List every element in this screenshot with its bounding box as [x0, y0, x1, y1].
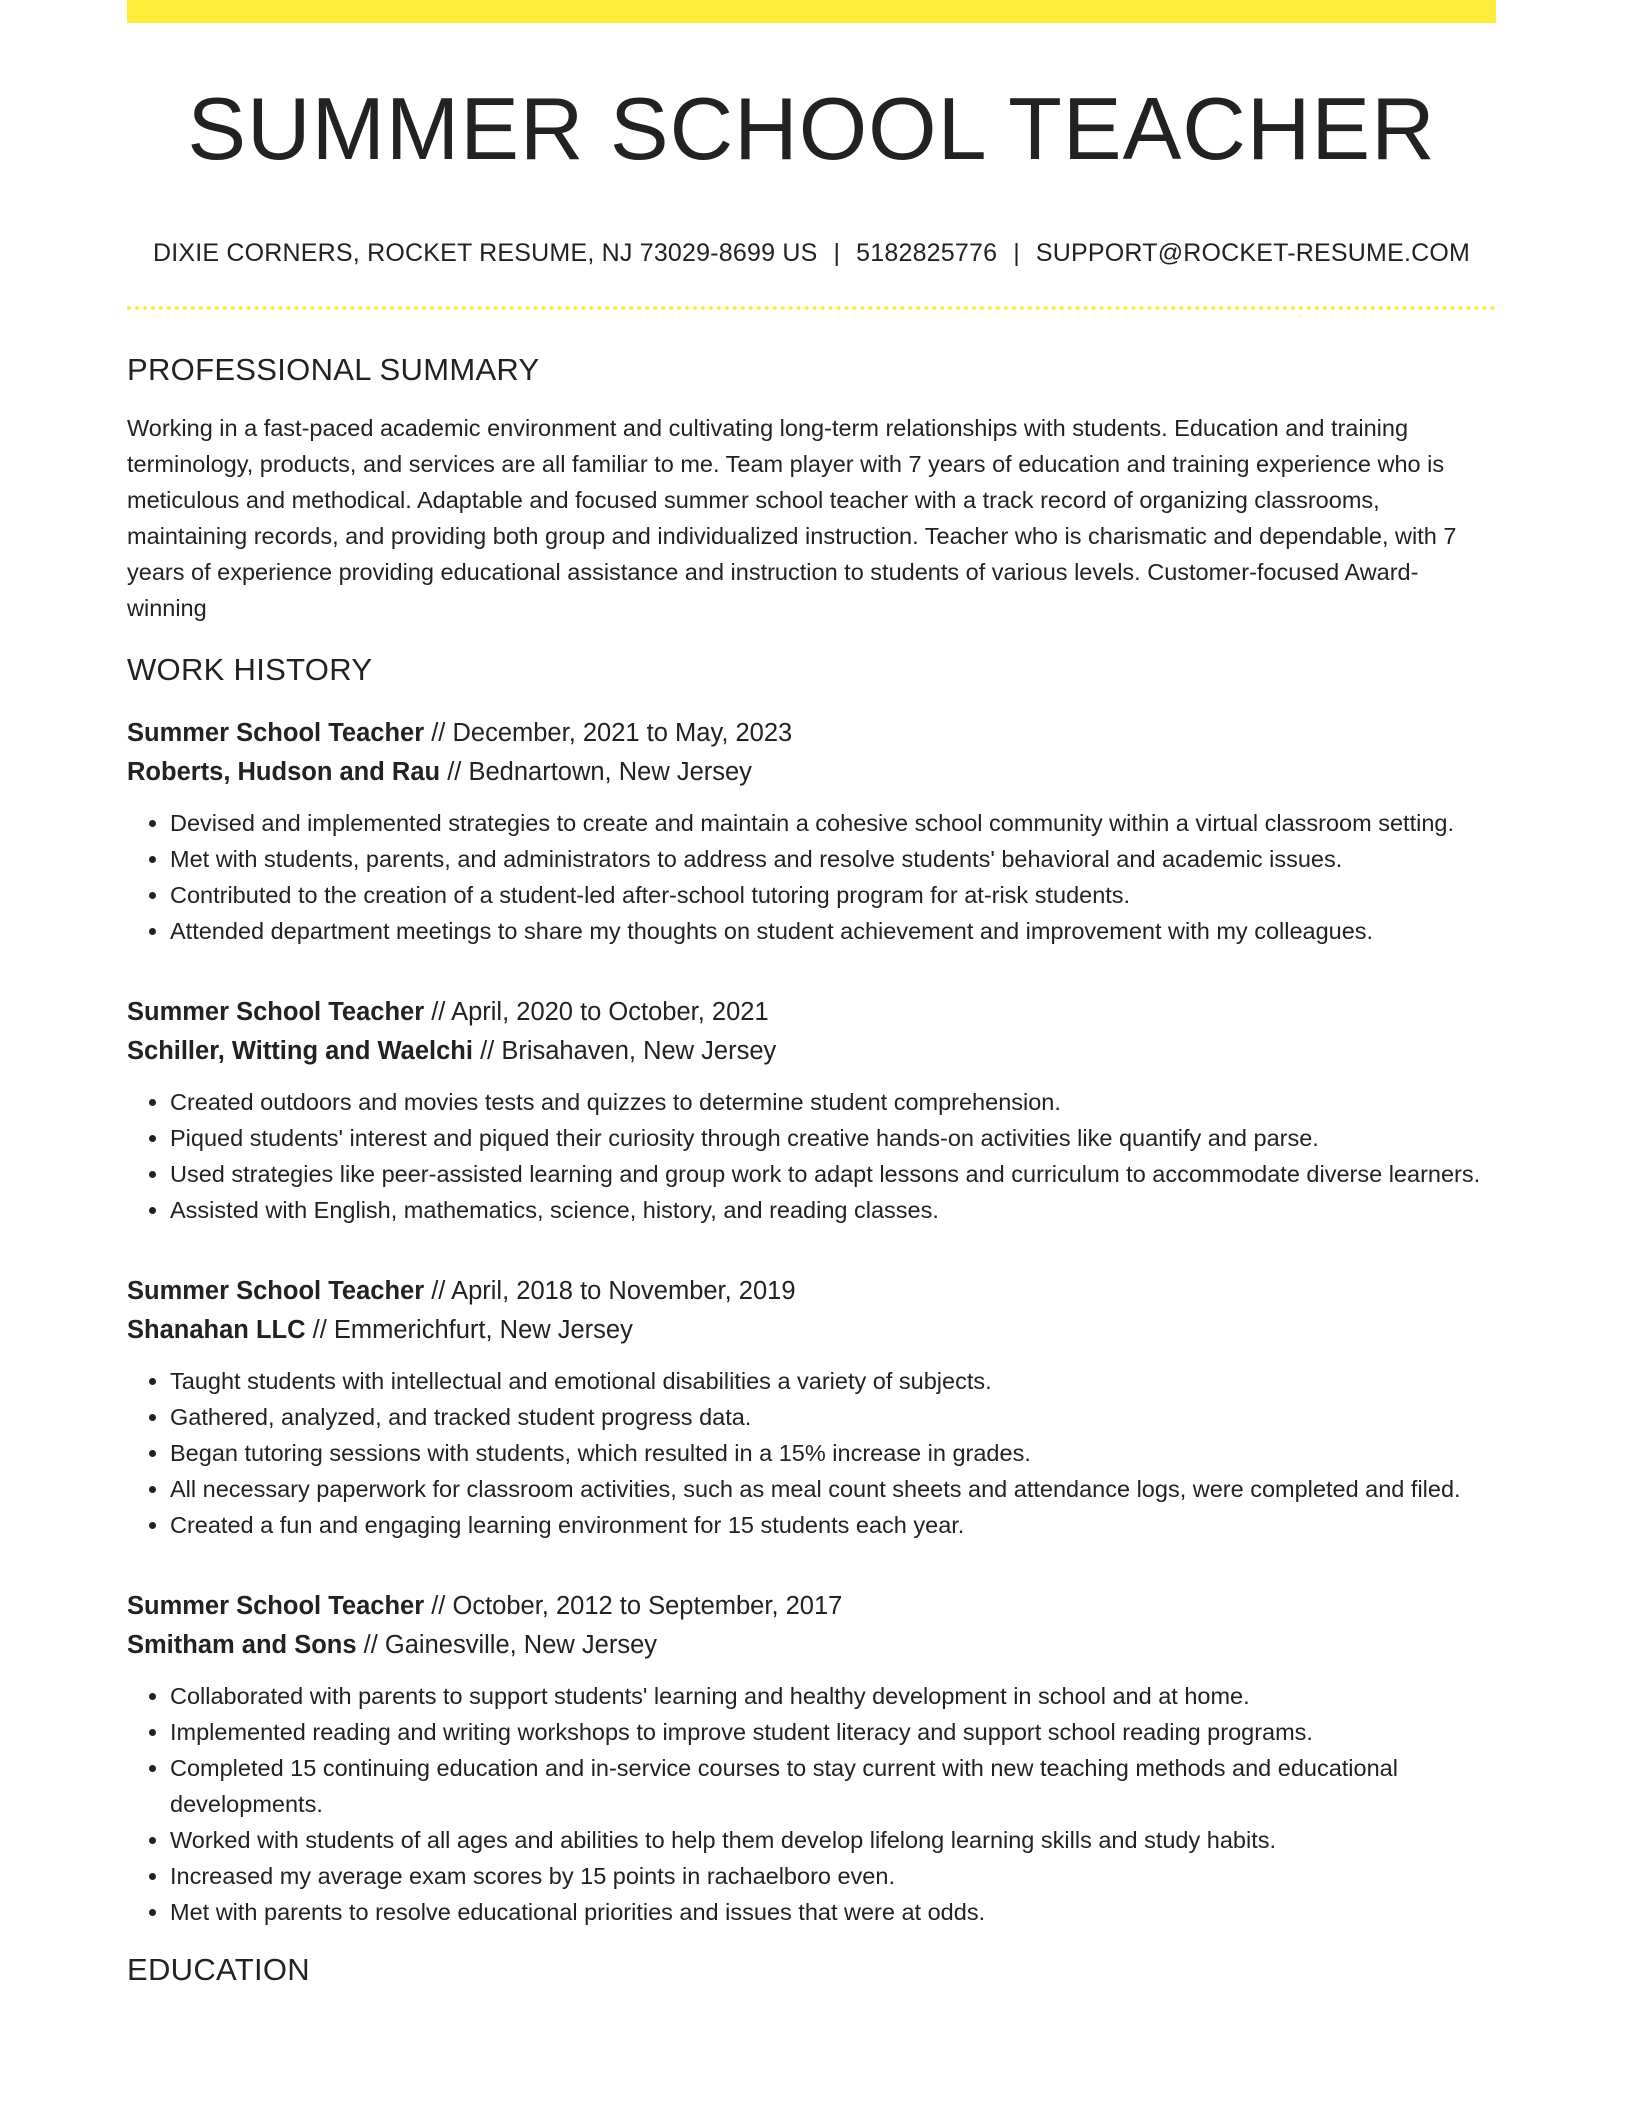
job-bullet-list — [127, 1678, 1496, 1930]
job-bullet: • Met with students, parents, and administrators to address and resolve students' behavioral and academic issues. — [170, 841, 1496, 877]
job-title: Summer School Teacher — [127, 998, 425, 1027]
accent-bar — [127, 0, 1496, 23]
job-location: Brisahaven, New Jersey — [501, 1037, 777, 1066]
job-title-line — [127, 1587, 1496, 1626]
job-bullet: • Used strategies like peer-assisted learning and group work to adapt lessons and curriculum to accommodate diverse learners. — [170, 1156, 1496, 1192]
job-bullet: • Created a fun and engaging learning environment for 15 students each year. — [170, 1507, 1496, 1543]
job-bullet-list — [127, 1363, 1496, 1543]
job-separator: // — [480, 1037, 495, 1066]
summary-text: Working in a fast-paced academic environment and cultivating long-term relationships with students. Education and training terminology, products, and services are all familiar to me. Team player with 7 years of education and training experience who is meticulous and methodical. Adaptable and focused summer school teacher with a track record of organizing classrooms, maintaining records, and providing both group and individualized instruction. Teacher who is charismatic and dependable, with 7 years of experience providing educational assistance and instruction to students of various levels. Customer-focused Award-winning — [127, 415, 1457, 622]
job-bullet: • Piqued students' interest and piqued their curiosity through creative hands-on activities like quantify and parse. — [170, 1120, 1496, 1156]
job-bullet: • Collaborated with parents to support students' learning and healthy development in school and at home. — [170, 1678, 1496, 1714]
job-title-line — [127, 993, 1496, 1032]
job-company: Smitham and Sons — [127, 1631, 357, 1660]
job-company-line — [127, 1626, 1496, 1665]
job-dates: December, 2021 to May, 2023 — [452, 719, 793, 748]
job-location: Gainesville, New Jersey — [384, 1631, 658, 1660]
contact-address: DIXIE CORNERS, ROCKET RESUME, NJ 73029-8699 US — [152, 239, 818, 268]
work-history-list — [127, 714, 1496, 1930]
job-bullet: • Increased my average exam scores by 15 points in rachaelboro even. — [170, 1858, 1496, 1894]
job-bullet-list — [127, 805, 1496, 949]
job-title-line — [127, 1272, 1496, 1311]
job-bullet: • Worked with students of all ages and abilities to help them develop lifelong learning skills and study habits. — [170, 1822, 1496, 1858]
job-company-line — [127, 753, 1496, 792]
contact-phone: 5182825776 — [856, 239, 998, 268]
job-title: Summer School Teacher — [127, 1277, 425, 1306]
job-bullet: • Created outdoors and movies tests and quizzes to determine student comprehension. — [170, 1084, 1496, 1120]
education-heading: EDUCATION — [127, 1952, 310, 1988]
job-bullet: • Implemented reading and writing workshops to improve student literacy and support school reading programs. — [170, 1714, 1496, 1750]
job-separator: // — [447, 758, 462, 787]
job-separator: // — [431, 1277, 446, 1306]
job-bullet-list — [127, 1084, 1496, 1228]
job-bullet: • Gathered, analyzed, and tracked student progress data. — [170, 1399, 1496, 1435]
job-dates: April, 2018 to November, 2019 — [451, 1277, 796, 1306]
contact-separator: | — [833, 239, 841, 268]
job-separator: // — [431, 719, 446, 748]
job-separator: // — [431, 1592, 446, 1621]
job-company: Schiller, Witting and Waelchi — [127, 1037, 473, 1066]
contact-separator: | — [1013, 239, 1020, 268]
job-title: Summer School Teacher — [127, 1592, 425, 1621]
job-bullet: • Met with parents to resolve educational priorities and issues that were at odds. — [170, 1894, 1496, 1930]
job-separator: // — [312, 1316, 327, 1345]
job-title: Summer School Teacher — [127, 719, 425, 748]
job-entry — [127, 1587, 1496, 1930]
job-bullet: • Began tutoring sessions with students, which resulted in a 15% increase in grades. — [170, 1435, 1496, 1471]
contact-email: SUPPORT@ROCKET-RESUME.COM — [1035, 239, 1471, 268]
job-bullet: • Completed 15 continuing education and in-service courses to stay current with new teaching methods and educational developments. — [170, 1750, 1496, 1822]
job-bullet: • All necessary paperwork for classroom activities, such as meal count sheets and attendance logs, were completed and filed. — [170, 1471, 1496, 1507]
job-company: Roberts, Hudson and Rau — [127, 758, 441, 787]
job-bullet: • Taught students with intellectual and emotional disabilities a variety of subjects. — [170, 1363, 1496, 1399]
dotted-divider — [127, 306, 1496, 310]
resume-title: SUMMER SCHOOL TEACHER — [187, 79, 1436, 178]
job-separator: // — [431, 998, 446, 1027]
job-company: Shanahan LLC — [127, 1316, 306, 1345]
job-bullet: • Attended department meetings to share my thoughts on student achievement and improvement with my colleagues. — [170, 913, 1496, 949]
contact-line — [127, 239, 1496, 268]
job-company-line — [127, 1032, 1496, 1071]
job-location: Bednartown, New Jersey — [468, 758, 752, 787]
job-entry — [127, 714, 1496, 949]
job-title-line — [127, 714, 1496, 753]
job-company-line — [127, 1311, 1496, 1350]
job-separator: // — [363, 1631, 378, 1660]
job-dates: April, 2020 to October, 2021 — [451, 998, 769, 1027]
job-bullet: • Contributed to the creation of a student-led after-school tutoring program for at-risk students. — [170, 877, 1496, 913]
job-dates: October, 2012 to September, 2017 — [452, 1592, 843, 1621]
job-bullet: • Devised and implemented strategies to create and maintain a cohesive school community within a virtual classroom setting. — [170, 805, 1496, 841]
job-bullet: • Assisted with English, mathematics, science, history, and reading classes. — [170, 1192, 1496, 1228]
job-location: Emmerichfurt, New Jersey — [333, 1316, 633, 1345]
job-entry — [127, 993, 1496, 1228]
summary-heading: PROFESSIONAL SUMMARY — [127, 352, 540, 388]
resume-page — [127, 0, 1496, 1988]
work-history-heading: WORK HISTORY — [127, 652, 373, 688]
job-entry — [127, 1272, 1496, 1543]
